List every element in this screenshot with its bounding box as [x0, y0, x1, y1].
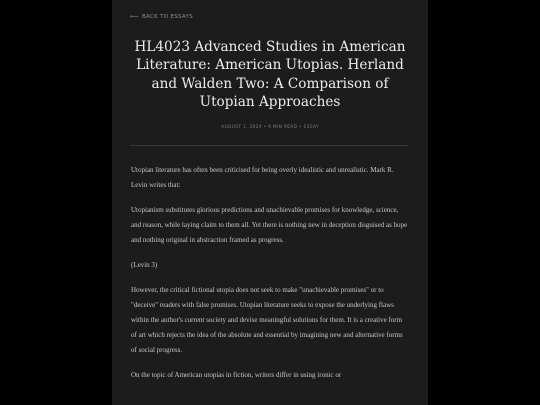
article-page	[112, 0, 428, 405]
header-divider	[130, 145, 408, 146]
quote-citation: (Levin 3)	[131, 261, 158, 269]
block-quote: Utopianism substitutes glorious predictions and unachievable promises for knowledge, science, and reason, while laying claim to them all. Yet there is nothing new in deception disguised as hope and nothing original in abstraction framed as progress.	[131, 206, 408, 244]
article-title: HL4023 Advanced Studies in American Literature: American Utopias. Herland and Walden Two: A Comparison of Utopian Approaches	[134, 39, 406, 110]
article-meta: AUGUST 1, 2024 • 9 MIN READ • ESSAY	[221, 125, 319, 130]
paragraph-argument: However, the critical fictional utopia does not seek to make "unachievable promises" or to "deceive" readers with false promises. Utopian literature seeks to expose the underlying flaws within the author's current society and devise meaningful solutions for them. It is a creative form of art which rejects the idea of the absolute and essential by imagining new and alternative forms of social progress.	[131, 286, 403, 354]
article-body	[131, 163, 409, 393]
back-to-essays-link[interactable]	[130, 13, 193, 20]
paragraph-continuation: On the topic of American utopias in fiction, writers differ in using ironic or	[131, 371, 342, 379]
paragraph-intro: Utopian literature has often been criticised for being overly idealistic and unrealistic. Mark R. Levin writes that:	[131, 166, 394, 189]
back-link-label: BACK TO ESSAYS	[141, 14, 193, 20]
arrow-left-icon: ⟵	[130, 13, 139, 20]
